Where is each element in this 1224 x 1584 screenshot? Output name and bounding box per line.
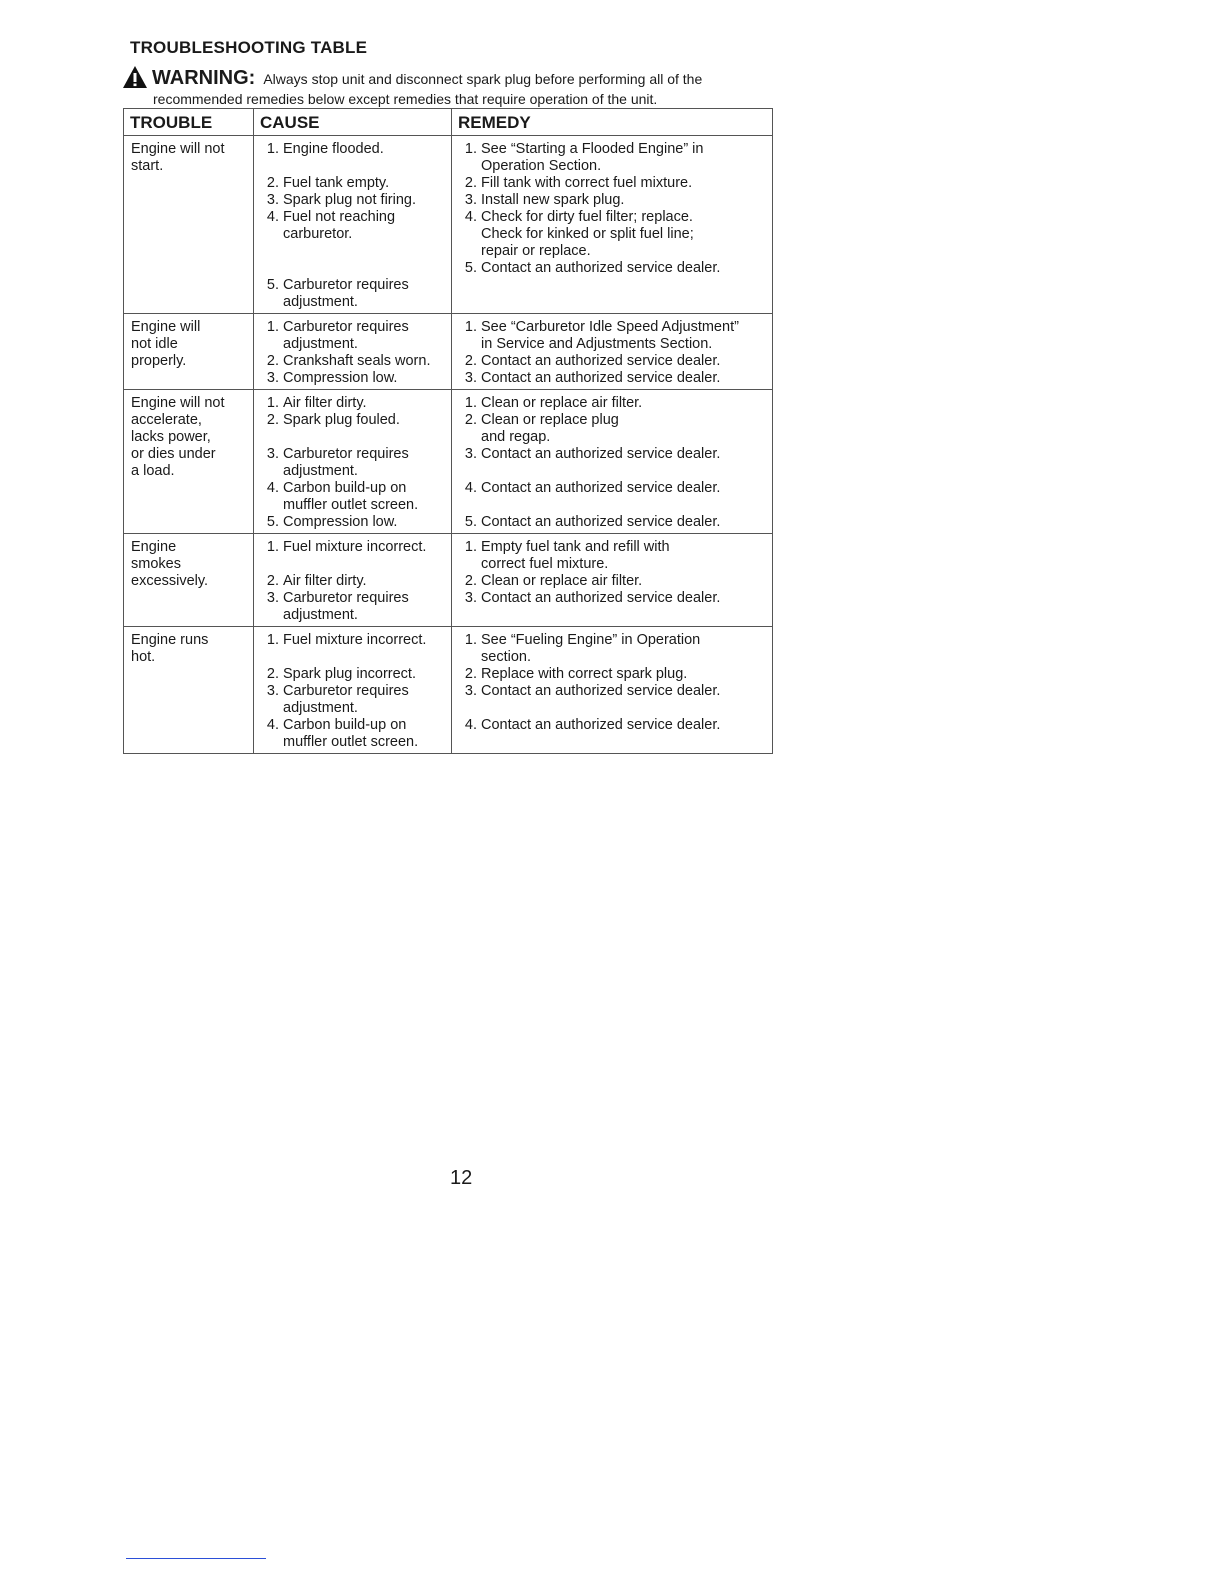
item-line: Check for dirty fuel filter; replace. bbox=[481, 209, 693, 225]
item-number: 5. bbox=[464, 260, 477, 276]
item-spacer bbox=[261, 243, 445, 260]
item-number: 2. bbox=[266, 353, 279, 369]
remedy-item bbox=[459, 666, 766, 683]
item-text bbox=[283, 192, 445, 209]
item-spacer bbox=[261, 429, 445, 446]
trouble-cell bbox=[124, 314, 254, 390]
cause-item bbox=[261, 175, 445, 192]
item-line: Operation Section. bbox=[481, 158, 602, 174]
cause-item bbox=[261, 141, 445, 158]
header-cause: CAUSE bbox=[254, 109, 452, 136]
cause-cell bbox=[254, 314, 452, 390]
cause-item bbox=[261, 717, 445, 751]
item-text bbox=[481, 717, 766, 734]
trouble-text: start. bbox=[131, 158, 164, 174]
item-line: Fuel tank empty. bbox=[283, 175, 390, 191]
trouble-text: not idle bbox=[131, 336, 178, 352]
trouble-text: or dies under bbox=[131, 446, 216, 462]
item-text bbox=[481, 319, 766, 353]
item-text bbox=[283, 141, 445, 158]
trouble-cell bbox=[124, 534, 254, 627]
trouble-cell bbox=[124, 627, 254, 754]
cause-item bbox=[261, 319, 445, 353]
item-line: in Service and Adjustments Section. bbox=[481, 336, 713, 352]
remedy-cell bbox=[452, 627, 773, 754]
item-text bbox=[283, 573, 445, 590]
item-text bbox=[283, 277, 445, 311]
remedy-item bbox=[459, 192, 766, 209]
item-line: Empty fuel tank and refill with bbox=[481, 539, 670, 555]
item-text bbox=[481, 395, 766, 412]
remedy-item bbox=[459, 260, 766, 277]
warning-triangle-icon bbox=[122, 65, 148, 89]
cause-item bbox=[261, 446, 445, 480]
item-line: Contact an authorized service dealer. bbox=[481, 446, 721, 462]
item-text bbox=[481, 370, 766, 387]
item-text bbox=[283, 514, 445, 531]
table-row bbox=[124, 136, 773, 314]
item-line: Carbon build-up on bbox=[283, 480, 407, 496]
item-number: 5. bbox=[464, 514, 477, 530]
item-line: Replace with correct spark plug. bbox=[481, 666, 688, 682]
item-number: 2. bbox=[464, 175, 477, 191]
item-text bbox=[283, 395, 445, 412]
item-number: 4. bbox=[464, 209, 477, 225]
trouble-text: smokes bbox=[131, 556, 181, 572]
item-number: 4. bbox=[464, 480, 477, 496]
item-line: Fuel mixture incorrect. bbox=[283, 539, 427, 555]
item-text bbox=[283, 353, 445, 370]
header-trouble: TROUBLE bbox=[124, 109, 254, 136]
item-line: adjustment. bbox=[283, 463, 358, 479]
remedy-item bbox=[459, 353, 766, 370]
item-line: Engine flooded. bbox=[283, 141, 384, 157]
item-number: 5. bbox=[266, 277, 279, 293]
item-text bbox=[481, 514, 766, 531]
cause-item bbox=[261, 573, 445, 590]
page-title: TROUBLESHOOTING TABLE bbox=[130, 38, 368, 57]
item-spacer bbox=[261, 158, 445, 175]
item-text bbox=[481, 141, 766, 175]
item-spacer bbox=[261, 556, 445, 573]
item-text bbox=[481, 683, 766, 700]
trouble-text: Engine will bbox=[131, 319, 201, 335]
item-number: 1. bbox=[464, 141, 477, 157]
cause-cell bbox=[254, 136, 452, 314]
cause-item bbox=[261, 632, 445, 649]
item-line: See “Carburetor Idle Speed Adjustment” bbox=[481, 319, 739, 335]
item-spacer bbox=[459, 497, 766, 514]
item-line: and regap. bbox=[481, 429, 551, 445]
table-header-row bbox=[124, 109, 773, 136]
item-line: Install new spark plug. bbox=[481, 192, 625, 208]
item-text bbox=[481, 192, 766, 209]
cause-item bbox=[261, 539, 445, 556]
item-number: 1. bbox=[266, 319, 279, 335]
item-line: Spark plug fouled. bbox=[283, 412, 400, 428]
item-line: Contact an authorized service dealer. bbox=[481, 590, 721, 606]
item-line: repair or replace. bbox=[481, 243, 591, 259]
item-spacer bbox=[459, 463, 766, 480]
item-line: adjustment. bbox=[283, 607, 358, 623]
item-text bbox=[283, 683, 445, 717]
trouble-text: Engine will not bbox=[131, 395, 225, 411]
trouble-cell bbox=[124, 390, 254, 534]
item-line: Contact an authorized service dealer. bbox=[481, 353, 721, 369]
item-text bbox=[283, 446, 445, 480]
item-number: 3. bbox=[266, 590, 279, 606]
item-line: Clean or replace air filter. bbox=[481, 573, 643, 589]
remedy-item bbox=[459, 514, 766, 531]
item-number: 2. bbox=[266, 573, 279, 589]
item-number: 3. bbox=[266, 370, 279, 386]
cause-item bbox=[261, 412, 445, 429]
remedy-item bbox=[459, 539, 766, 573]
remedy-item bbox=[459, 395, 766, 412]
trouble-text: accelerate, bbox=[131, 412, 202, 428]
item-line: Compression low. bbox=[283, 370, 398, 386]
trouble-text: Engine runs bbox=[131, 632, 209, 648]
item-line: See “Starting a Flooded Engine” in bbox=[481, 141, 704, 157]
table-row bbox=[124, 627, 773, 754]
trouble-text: hot. bbox=[131, 649, 156, 665]
item-text bbox=[283, 666, 445, 683]
item-spacer bbox=[261, 649, 445, 666]
remedy-item bbox=[459, 446, 766, 463]
item-number: 1. bbox=[266, 632, 279, 648]
item-number: 3. bbox=[464, 683, 477, 699]
remedy-item bbox=[459, 412, 766, 446]
item-line: Clean or replace air filter. bbox=[481, 395, 643, 411]
cause-item bbox=[261, 209, 445, 243]
item-number: 2. bbox=[464, 353, 477, 369]
item-line: Compression low. bbox=[283, 514, 398, 530]
cause-item bbox=[261, 480, 445, 514]
item-text bbox=[481, 209, 766, 260]
item-text bbox=[481, 412, 766, 446]
item-line: Check for kinked or split fuel line; bbox=[481, 226, 694, 242]
item-text bbox=[283, 412, 445, 429]
item-line: Crankshaft seals worn. bbox=[283, 353, 431, 369]
item-text bbox=[481, 480, 766, 497]
item-line: Fuel not reaching bbox=[283, 209, 396, 225]
item-text bbox=[283, 370, 445, 387]
item-number: 1. bbox=[266, 141, 279, 157]
remedy-item bbox=[459, 370, 766, 387]
item-number: 1. bbox=[464, 632, 477, 648]
item-number: 1. bbox=[266, 395, 279, 411]
item-number: 3. bbox=[266, 683, 279, 699]
warning-text-2: recommended remedies below except remedies that require operation of the unit. bbox=[153, 91, 658, 107]
remedy-item bbox=[459, 480, 766, 497]
item-line: Carbon build-up on bbox=[283, 717, 407, 733]
remedy-cell bbox=[452, 314, 773, 390]
trouble-cell bbox=[124, 136, 254, 314]
item-line: Contact an authorized service dealer. bbox=[481, 683, 721, 699]
item-line: See “Fueling Engine” in Operation bbox=[481, 632, 701, 648]
item-line: Contact an authorized service dealer. bbox=[481, 260, 721, 276]
item-number: 4. bbox=[266, 209, 279, 225]
item-text bbox=[481, 573, 766, 590]
table-row bbox=[124, 534, 773, 627]
item-text bbox=[481, 175, 766, 192]
cause-item bbox=[261, 590, 445, 624]
remedy-item bbox=[459, 717, 766, 734]
remedy-cell bbox=[452, 534, 773, 627]
warning-line-1 bbox=[122, 60, 772, 89]
item-line: Air filter dirty. bbox=[283, 573, 367, 589]
item-number: 1. bbox=[464, 395, 477, 411]
remedy-cell bbox=[452, 136, 773, 314]
remedy-item bbox=[459, 319, 766, 353]
item-number: 3. bbox=[464, 590, 477, 606]
cause-item bbox=[261, 395, 445, 412]
item-line: muffler outlet screen. bbox=[283, 734, 419, 750]
item-line: Carburetor requires bbox=[283, 590, 409, 606]
cause-cell bbox=[254, 390, 452, 534]
trouble-text: properly. bbox=[131, 353, 187, 369]
item-line: Carburetor requires bbox=[283, 319, 409, 335]
cause-cell bbox=[254, 627, 452, 754]
cause-item bbox=[261, 277, 445, 311]
header-remedy: REMEDY bbox=[452, 109, 773, 136]
item-number: 2. bbox=[266, 175, 279, 191]
item-number: 2. bbox=[266, 666, 279, 682]
item-number: 1. bbox=[464, 539, 477, 555]
item-line: Spark plug incorrect. bbox=[283, 666, 416, 682]
item-number: 2. bbox=[266, 412, 279, 428]
item-text bbox=[481, 353, 766, 370]
table-row bbox=[124, 314, 773, 390]
item-number: 5. bbox=[266, 514, 279, 530]
item-text bbox=[481, 666, 766, 683]
remedy-item bbox=[459, 573, 766, 590]
item-spacer bbox=[261, 260, 445, 277]
item-line: Spark plug not firing. bbox=[283, 192, 416, 208]
cause-cell bbox=[254, 534, 452, 627]
item-number: 3. bbox=[266, 446, 279, 462]
item-text bbox=[283, 717, 445, 751]
trouble-text: Engine will not bbox=[131, 141, 225, 157]
item-line: Carburetor requires bbox=[283, 277, 409, 293]
item-text bbox=[481, 260, 766, 277]
item-number: 3. bbox=[266, 192, 279, 208]
item-line: Carburetor requires bbox=[283, 683, 409, 699]
item-text bbox=[481, 539, 766, 573]
item-text bbox=[283, 319, 445, 353]
cause-item bbox=[261, 514, 445, 531]
remedy-item bbox=[459, 175, 766, 192]
item-line: Contact an authorized service dealer. bbox=[481, 370, 721, 386]
item-number: 3. bbox=[464, 192, 477, 208]
remedy-item bbox=[459, 590, 766, 607]
item-number: 3. bbox=[464, 446, 477, 462]
item-text bbox=[283, 480, 445, 514]
footer-rule bbox=[126, 1558, 266, 1559]
remedy-item bbox=[459, 683, 766, 700]
item-number: 4. bbox=[464, 717, 477, 733]
item-number: 2. bbox=[464, 666, 477, 682]
item-text bbox=[283, 632, 445, 649]
item-spacer bbox=[459, 700, 766, 717]
item-line: carburetor. bbox=[283, 226, 353, 242]
item-line: adjustment. bbox=[283, 294, 358, 310]
item-number: 3. bbox=[464, 370, 477, 386]
item-line: Air filter dirty. bbox=[283, 395, 367, 411]
cause-item bbox=[261, 683, 445, 717]
item-number: 2. bbox=[464, 412, 477, 428]
item-text bbox=[283, 539, 445, 556]
item-line: Carburetor requires bbox=[283, 446, 409, 462]
item-number: 1. bbox=[266, 539, 279, 555]
item-line: muffler outlet screen. bbox=[283, 497, 419, 513]
warning-label: WARNING: bbox=[152, 67, 256, 89]
item-number: 1. bbox=[464, 319, 477, 335]
item-line: Contact an authorized service dealer. bbox=[481, 717, 721, 733]
item-line: Clean or replace plug bbox=[481, 412, 619, 428]
troubleshooting-table bbox=[123, 108, 773, 754]
cause-item bbox=[261, 192, 445, 209]
remedy-item bbox=[459, 209, 766, 260]
item-text bbox=[283, 209, 445, 243]
warning-block bbox=[122, 60, 772, 109]
item-line: Fuel mixture incorrect. bbox=[283, 632, 427, 648]
trouble-text: Engine bbox=[131, 539, 177, 555]
trouble-text: a load. bbox=[131, 463, 175, 479]
trouble-text: excessively. bbox=[131, 573, 209, 589]
item-line: Contact an authorized service dealer. bbox=[481, 480, 721, 496]
trouble-text: lacks power, bbox=[131, 429, 211, 445]
item-number: 4. bbox=[266, 717, 279, 733]
item-number: 2. bbox=[464, 573, 477, 589]
remedy-cell bbox=[452, 390, 773, 534]
item-text bbox=[283, 175, 445, 192]
item-text bbox=[283, 590, 445, 624]
page-number: 12 bbox=[450, 1167, 473, 1189]
item-line: adjustment. bbox=[283, 336, 358, 352]
warning-text-1: Always stop unit and disconnect spark plug before performing all of the bbox=[263, 71, 703, 87]
item-line: Contact an authorized service dealer. bbox=[481, 514, 721, 530]
item-line: section. bbox=[481, 649, 531, 665]
item-text bbox=[481, 446, 766, 463]
item-number: 4. bbox=[266, 480, 279, 496]
remedy-item bbox=[459, 632, 766, 666]
item-line: Fill tank with correct fuel mixture. bbox=[481, 175, 693, 191]
item-line: adjustment. bbox=[283, 700, 358, 716]
table-row bbox=[124, 390, 773, 534]
remedy-item bbox=[459, 141, 766, 175]
cause-item bbox=[261, 370, 445, 387]
cause-item bbox=[261, 666, 445, 683]
item-text bbox=[481, 590, 766, 607]
item-line: correct fuel mixture. bbox=[481, 556, 609, 572]
cause-item bbox=[261, 353, 445, 370]
item-text bbox=[481, 632, 766, 666]
